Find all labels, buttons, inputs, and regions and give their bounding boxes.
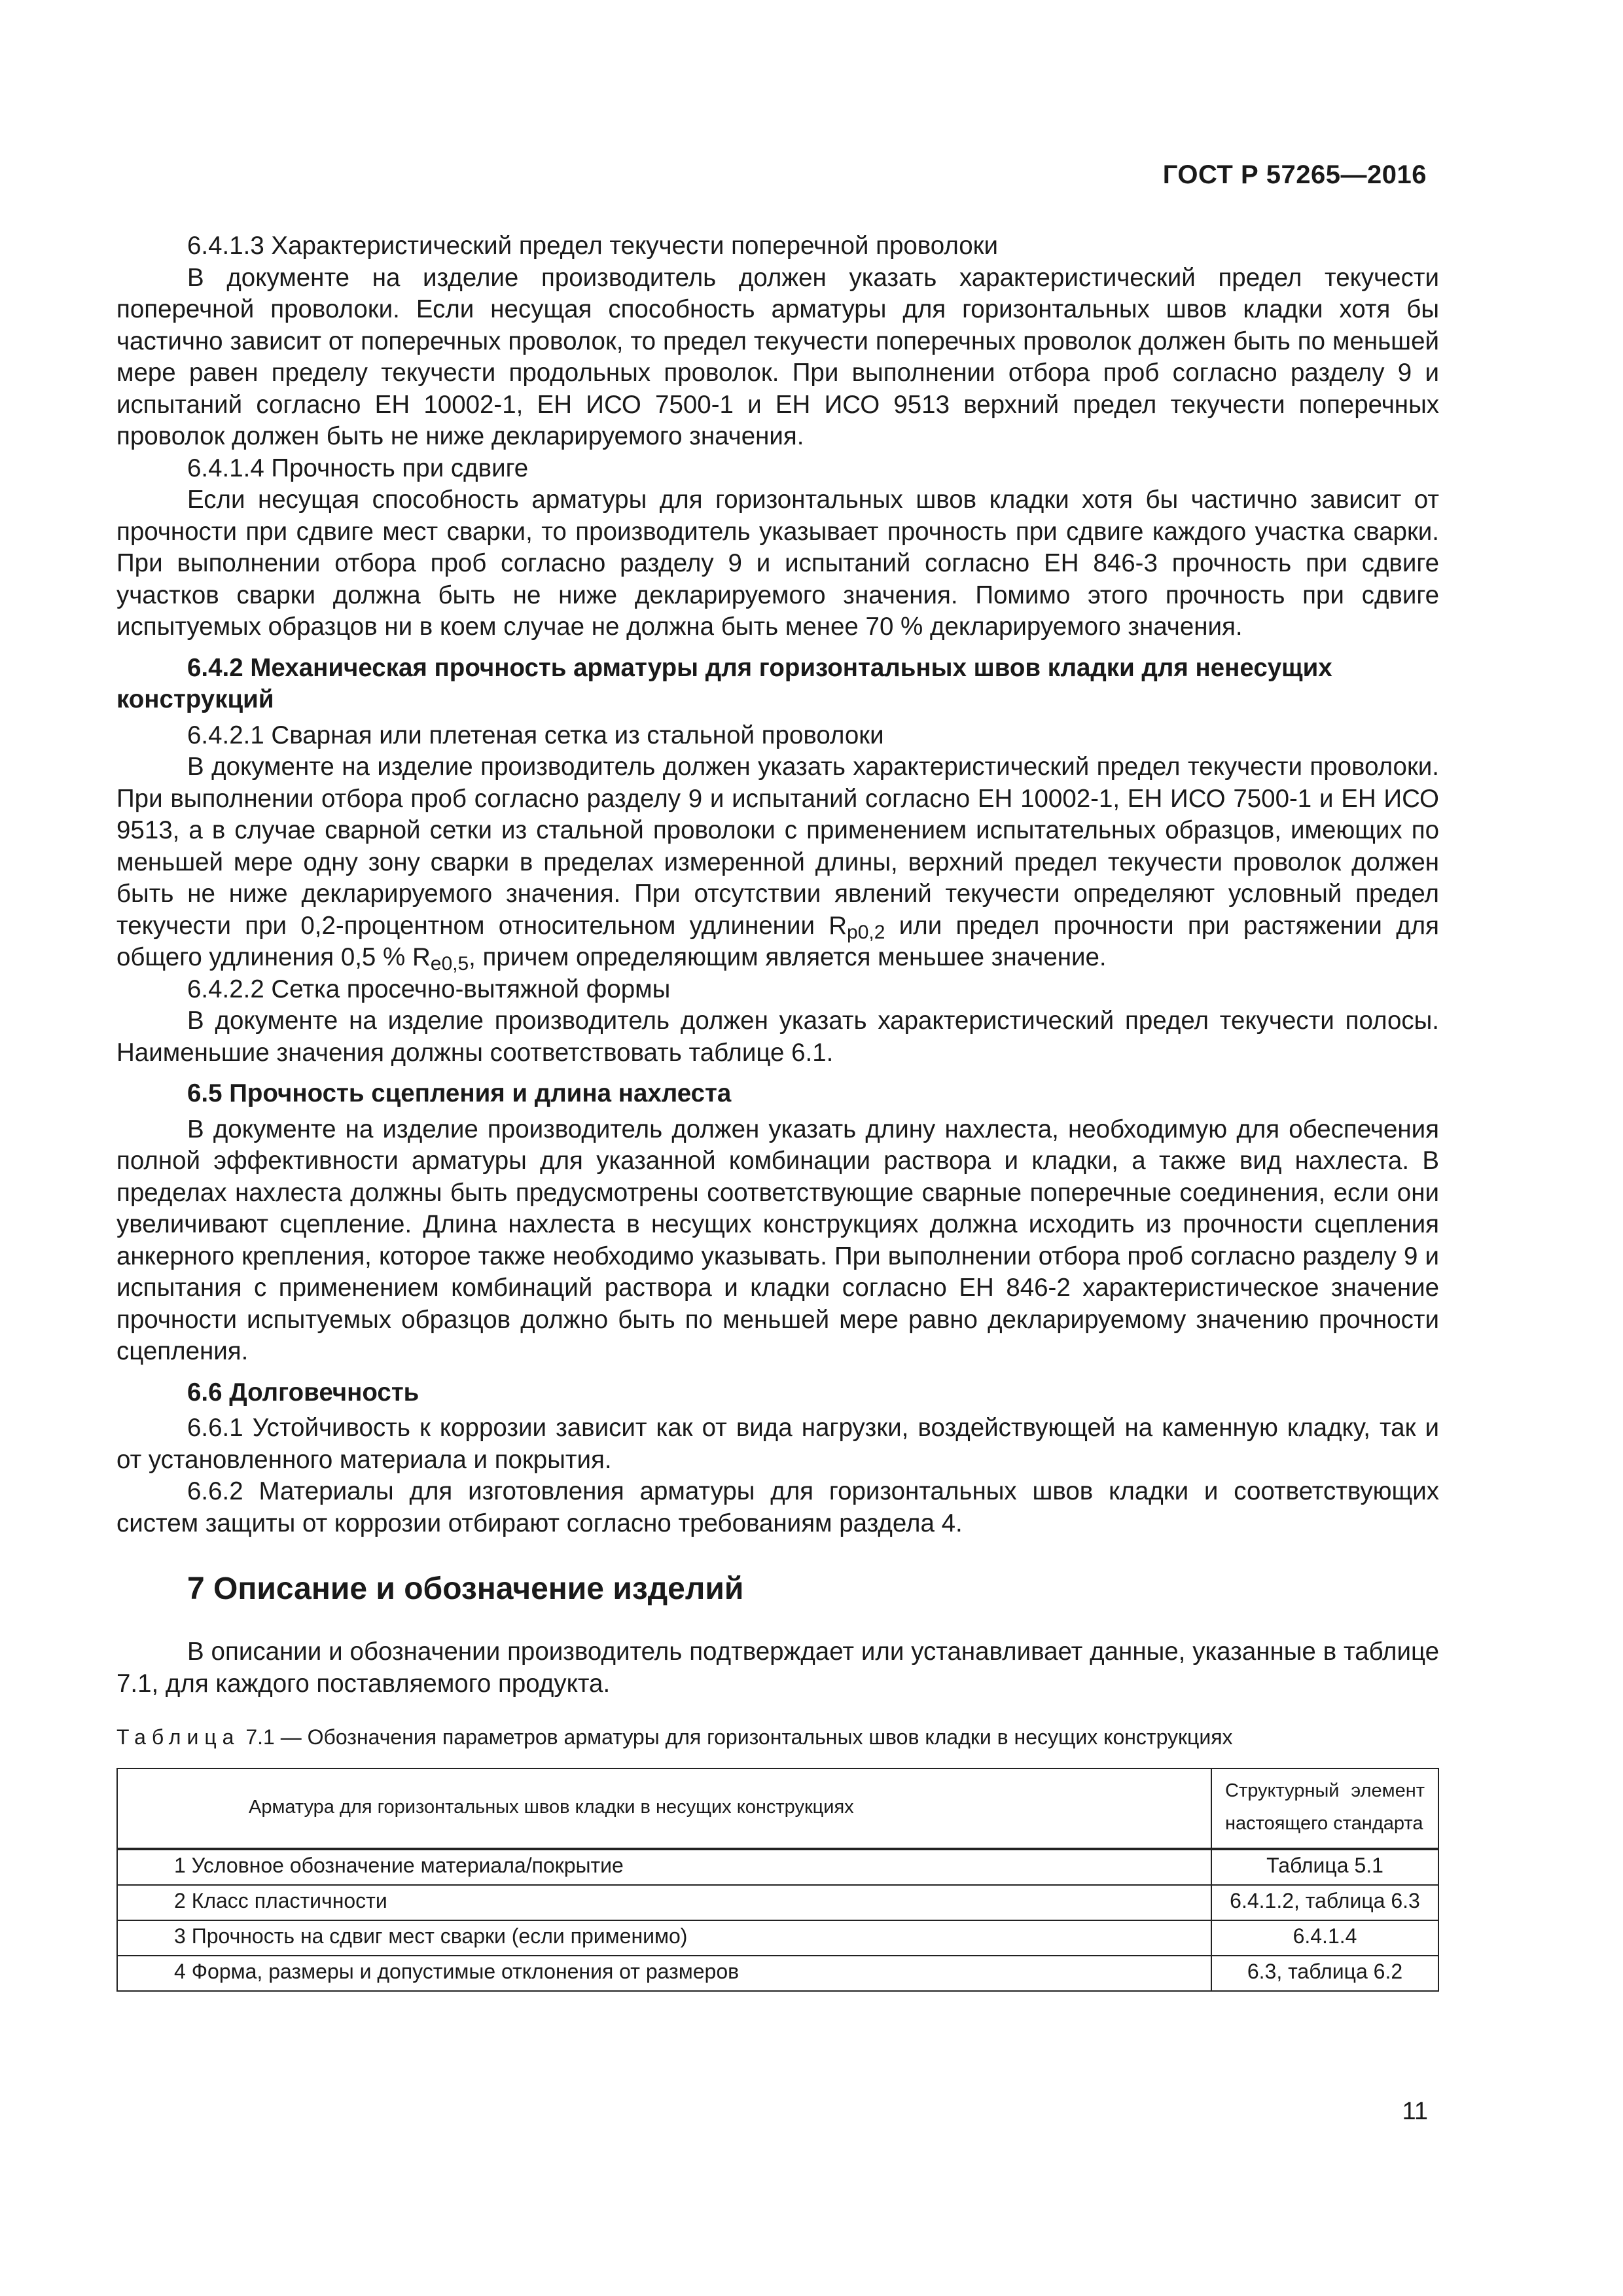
table-cell: 1 Условное обозначение материала/покрытие [117, 1849, 1211, 1885]
table-cell: 3 Прочность на сдвиг мест сварки (если применимо) [117, 1920, 1211, 1956]
paragraph: 6.6.1 Устойчивость к коррозии зависит как от вида нагрузки, воздействующей на каменную кладку, так и от установленного материала и покрытия. [116, 1414, 1439, 1474]
text-run: , причем определяющим является меньшее значение. [469, 943, 1107, 971]
table-caption [116, 1723, 1439, 1751]
clause-6-4-2-2-title: 6.4.2.2 Сетка просечно-вытяжной формы [187, 975, 671, 1003]
section-heading-6-6: 6.6 Долговечность [187, 1378, 419, 1407]
section-heading-6-5: 6.5 Прочность сцепления и длина нахлеста [187, 1079, 732, 1107]
table-row [117, 1956, 1438, 1991]
paragraph: 6.6.2 Материалы для изготовления арматуры для горизонтальных швов кладки и соответствующих систем защиты от коррозии отбирают согласно требованиям раздела 4. [116, 1477, 1439, 1537]
subscript: e0,5 [430, 953, 469, 975]
table-row [117, 1920, 1438, 1956]
table-cell: 6.4.1.2, таблица 6.3 [1211, 1885, 1438, 1920]
table-header-cell: Арматура для горизонтальных швов кладки в несущих конструкциях [117, 1768, 1211, 1849]
table-cell: Таблица 5.1 [1211, 1849, 1438, 1885]
table-cell: 4 Форма, размеры и допустимые отклонения от размеров [117, 1956, 1211, 1991]
table-7-1 [116, 1768, 1439, 1992]
paragraph: В документе на изделие производитель должен указать характеристический предел текучести полосы. Наименьшие значения должны соответствовать таблице 6.1. [116, 1007, 1439, 1067]
paragraph: В документе на изделие производитель должен указать длину нахлеста, необходимую для обеспечения полной эффективности арматуры для указанной комбинации раствора и кладки, а также вид нахлеста. В пределах нахлеста должны быть предусмотрены соответствующие сварные поперечные соединения, если они увеличивают сцепление. Длина нахлеста в несущих конструкциях должна исходить из прочности сцепления анкерного крепления, которое также необходимо указывать. При выполнении отбора проб согласно разделу 9 и испытания с применением комбинаций раствора и кладки согласно ЕН 846-2 характеристическое значение прочности испытуемых образцов должно быть по меньшей мере равно декларируемому значению прочности сцепления. [116, 1115, 1439, 1365]
document-body [116, 230, 1439, 1992]
paragraph [116, 751, 1439, 974]
clause-6-4-1-3-title: 6.4.1.3 Характеристический предел текучести поперечной проволоки [187, 232, 999, 260]
paragraph: В описании и обозначении производитель подтверждает или устанавливает данные, указанные в таблице 7.1, для каждого поставляемого продукта. [116, 1638, 1439, 1698]
section-heading-7: 7 Описание и обозначение изделий [187, 1571, 744, 1606]
subscript: p0,2 [847, 921, 885, 943]
table-caption-label: Таблица [116, 1725, 240, 1749]
page-number: 11 [1402, 2098, 1428, 2125]
text-run: В документе на изделие производитель должен указать характеристический предел текучести проволоки. При выполнении отбора проб согласно разделу 9 и испытаний согласно ЕН 10002-1, ЕН ИСО 7500-1 и ЕН ИСО 9513, а в случае сварной сетки из стальной проволоки с применением испытательных образцов, имеющих по меньшей мере одну зону сварки в пределах измеренной длины, верхний предел текучести проволок должен быть не ниже декларируемого значения. При отсутствии явлений текучести определяют условный предел текучести при 0,2-процентном относительном удлинении R [116, 753, 1439, 940]
paragraph: Если несущая способность арматуры для горизонтальных швов кладки хотя бы частично зависит от прочности при сдвиге мест сварки, то производитель указывает прочность при сдвиге каждого участка сварки. При выполнении отбора проб согласно разделу 9 и испытаний согласно ЕН 846-3 прочность при сдвиге участков сварки должна быть не ниже декларируемого значения. Помимо этого прочность при сдвиге испытуемых образцов ни в коем случае не должна быть менее 70 % декларируемого значения. [116, 486, 1439, 641]
table-header-cell: Структурный элемент настоящего стандарта [1211, 1768, 1438, 1849]
table-cell: 6.3, таблица 6.2 [1211, 1956, 1438, 1991]
table-caption-text: 7.1 — Обозначения параметров арматуры для горизонтальных швов кладки в несущих конструкциях [240, 1725, 1233, 1749]
table-cell: 6.4.1.4 [1211, 1920, 1438, 1956]
clause-6-4-2-1-title: 6.4.2.1 Сварная или плетеная сетка из стальной проволоки [187, 721, 884, 749]
section-heading-6-4-2: 6.4.2 Механическая прочность арматуры для горизонтальных швов кладки для ненесущих конструкций [116, 653, 1332, 713]
table-header-row [117, 1768, 1438, 1849]
table-row [117, 1849, 1438, 1885]
text-run: или предел прочности при растяжении для общего удлинения 0,5 % R [116, 911, 1439, 971]
clause-6-4-1-4-title: 6.4.1.4 Прочность при сдвиге [187, 454, 529, 482]
paragraph: В документе на изделие производитель должен указать характеристический предел текучести поперечной проволоки. Если несущая способность арматуры для горизонтальных швов кладки хотя бы частично зависит от поперечных проволок, то предел текучести поперечных проволок должен быть по меньшей мере равен пределу текучести продольных проволок. При выполнении отбора проб согласно разделу 9 и испытаний согласно ЕН 10002-1, ЕН ИСО 7500-1 и ЕН ИСО 9513 верхний предел текучести поперечных проволок должен быть не ниже декларируемого значения. [116, 263, 1439, 450]
table-cell: 2 Класс пластичности [117, 1885, 1211, 1920]
document-header: ГОСТ Р 57265—2016 [1162, 160, 1427, 189]
table-row [117, 1885, 1438, 1920]
